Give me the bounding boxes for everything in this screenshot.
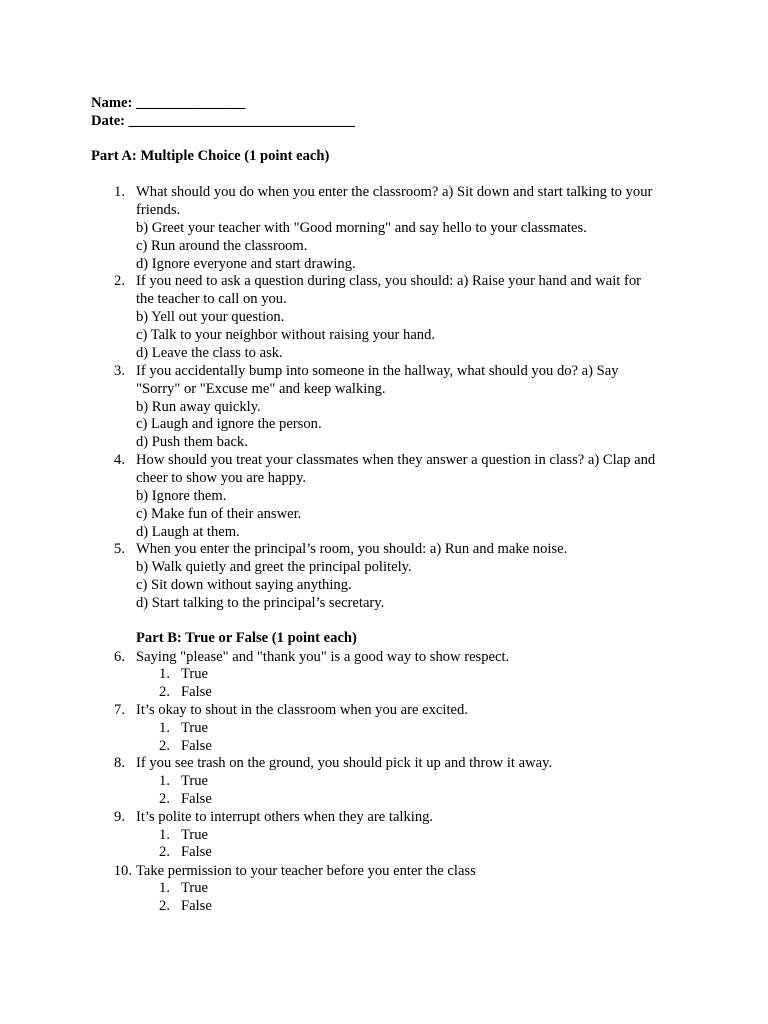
answer-option: b) Greet your teacher with "Good morning" and say hello to your classmates. [136, 220, 587, 236]
false-option: False [181, 898, 212, 914]
answer-option: b) Ignore them. [136, 488, 227, 504]
name-field-line: Name: _______________ [91, 95, 246, 111]
question-number: 2. [114, 273, 125, 289]
answer-option: d) Ignore everyone and start drawing. [136, 256, 356, 272]
question-line: How should you treat your classmates when they answer a question in class? a) Clap and [136, 452, 656, 468]
question-line: When you enter the principal’s room, you should: a) Run and make noise. [136, 541, 568, 557]
option-number: 1. [159, 666, 170, 682]
question-number: 3. [114, 363, 125, 379]
false-option: False [181, 684, 212, 700]
question-line: If you accidentally bump into someone in the hallway, what should you do? a) Say [136, 363, 619, 379]
question-number: 1. [114, 184, 125, 200]
option-number: 1. [159, 880, 170, 896]
question-number: 9. [114, 809, 125, 825]
question-line: "Sorry" or "Excuse me" and keep walking. [136, 381, 386, 397]
question-number: 7. [114, 702, 125, 718]
answer-option: d) Leave the class to ask. [136, 345, 283, 361]
true-option: True [181, 773, 209, 789]
part-a-title: Part A: Multiple Choice (1 point each) [91, 148, 330, 164]
false-option: False [181, 844, 212, 860]
answer-option: c) Laugh and ignore the person. [136, 416, 322, 432]
question-number: 8. [114, 755, 125, 771]
option-number: 2. [159, 738, 170, 754]
question-line: cheer to show you are happy. [136, 470, 307, 486]
question-number: 10. [113, 863, 132, 879]
true-option: True [181, 880, 209, 896]
part-b-title: Part B: True or False (1 point each) [136, 630, 357, 646]
option-number: 2. [159, 684, 170, 700]
answer-option: c) Run around the classroom. [136, 238, 308, 254]
answer-option: b) Walk quietly and greet the principal politely. [136, 559, 412, 575]
answer-option: b) Yell out your question. [136, 309, 285, 325]
question-number: 6. [114, 649, 125, 665]
answer-option: d) Push them back. [136, 434, 248, 450]
question-line: If you see trash on the ground, you should pick it up and throw it away. [136, 755, 553, 771]
question-number: 4. [114, 452, 125, 468]
question-line: It’s polite to interrupt others when they are talking. [136, 809, 434, 825]
true-option: True [181, 720, 209, 736]
option-number: 1. [159, 720, 170, 736]
question-line: It’s okay to shout in the classroom when you are excited. [136, 702, 468, 718]
question-number: 5. [114, 541, 125, 557]
option-number: 2. [159, 898, 170, 914]
answer-option: c) Make fun of their answer. [136, 506, 302, 522]
answer-option: b) Run away quickly. [136, 399, 261, 415]
option-number: 2. [159, 844, 170, 860]
true-option: True [181, 827, 209, 843]
option-number: 1. [159, 773, 170, 789]
true-option: True [181, 666, 209, 682]
question-line: friends. [136, 202, 181, 218]
question-line: Take permission to your teacher before you enter the class [136, 863, 476, 879]
answer-option: c) Sit down without saying anything. [136, 577, 352, 593]
question-line: What should you do when you enter the classroom? a) Sit down and start talking to your [136, 184, 653, 200]
answer-option: d) Laugh at them. [136, 524, 240, 540]
question-line: the teacher to call on you. [136, 291, 287, 307]
question-line: Saying "please" and "thank you" is a good way to show respect. [136, 649, 510, 665]
answer-option: d) Start talking to the principal’s secretary. [136, 595, 385, 611]
option-number: 2. [159, 791, 170, 807]
answer-option: c) Talk to your neighbor without raising your hand. [136, 327, 436, 343]
date-field-line: Date: _______________________________ [91, 113, 355, 129]
false-option: False [181, 791, 212, 807]
false-option: False [181, 738, 212, 754]
question-line: If you need to ask a question during class, you should: a) Raise your hand and wait for [136, 273, 641, 289]
option-number: 1. [159, 827, 170, 843]
